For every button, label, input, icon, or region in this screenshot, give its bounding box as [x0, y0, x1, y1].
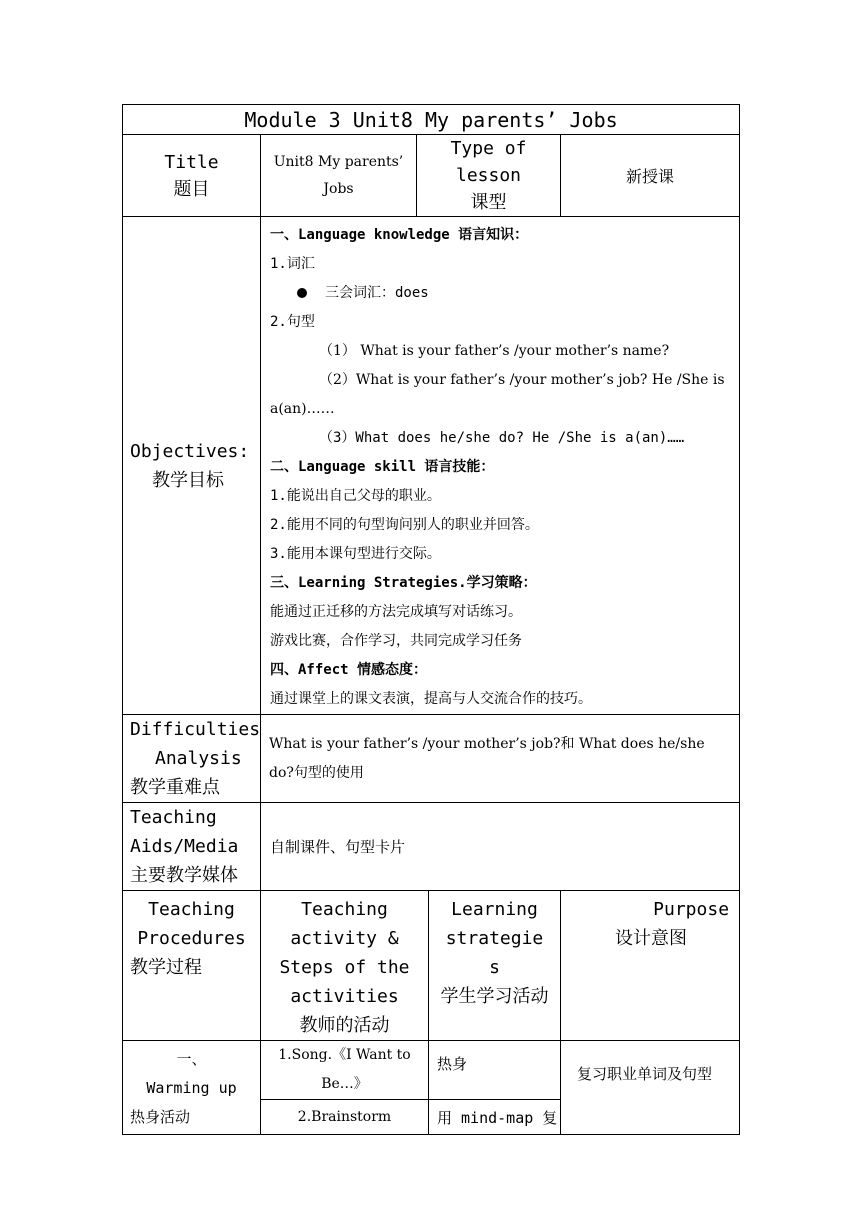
difficulties-row — [123, 715, 740, 803]
objectives-list — [261, 217, 739, 714]
procedure-col2-line1: Teaching — [301, 899, 388, 920]
title-label-cell — [123, 135, 261, 217]
aids-row — [123, 803, 740, 891]
procedure-col3-line3: s — [489, 957, 500, 978]
warming-up-label-cell — [123, 1041, 261, 1135]
aids-label-zh: 主要教学媒体 — [130, 865, 238, 886]
procedure-col2-line4: activities — [290, 986, 399, 1007]
aids-label-line2: Aids/Media — [130, 836, 239, 857]
objective-line: 游戏比赛，合作学习，共同完成学习任务 — [270, 633, 522, 649]
table-title-row — [123, 105, 740, 135]
warming-up-row-1 — [123, 1041, 740, 1100]
procedure-col1-line2: Procedures — [137, 928, 246, 949]
procedure-col2-zh: 教师的活动 — [299, 1015, 390, 1036]
procedure-col3-header — [429, 891, 561, 1041]
objective-heading-affect: 四、Affect 情感态度： — [270, 662, 428, 678]
objective-line: 2.能用不同的句型询问别人的职业并回答。 — [270, 517, 539, 533]
procedure-col2-line2: activity & — [290, 928, 399, 949]
warming-up-step2-strategy: 用 mind-map 复 — [429, 1100, 561, 1135]
procedure-col2-header — [261, 891, 429, 1041]
difficulties-label-zh: 教学重难点 — [130, 777, 220, 798]
aids-value: 自制课件、句型卡片 — [261, 803, 740, 891]
difficulties-value: What is your father’s /your mother’s job?和 What does he/she do?句型的使用 — [261, 715, 740, 803]
objective-heading-strategies: 三、Learning Strategies.学习策略： — [270, 575, 537, 591]
objective-line-wrapped: （2）What is your father’s /your mother’s job? He /She is a(an)…… — [270, 372, 725, 417]
procedure-col4-zh: 设计意图 — [615, 928, 687, 949]
objectives-label-en: Objectives: — [130, 440, 250, 462]
warming-up-label-line1: 一、 — [176, 1050, 207, 1068]
objectives-label-zh: 教学目标 — [152, 469, 224, 491]
difficulties-label-cell — [123, 715, 261, 803]
objective-line: 2.句型 — [270, 314, 315, 330]
procedure-col1-line1: Teaching — [148, 899, 235, 920]
objective-bullet-line — [270, 279, 731, 308]
warming-up-label-zh: 热身活动 — [130, 1108, 191, 1126]
lesson-type-label-en: Type of lesson — [450, 138, 527, 186]
objective-line: 3.能用本课句型进行交际。 — [270, 546, 441, 562]
procedure-col1-zh: 教学过程 — [130, 957, 202, 978]
title-label-en: Title — [164, 151, 219, 173]
objectives-row — [123, 217, 740, 715]
lesson-title: Module 3 Unit8 My parents’ Jobs — [123, 105, 740, 135]
warming-up-step1: 1.Song.《I Want to Be…》 — [261, 1041, 429, 1100]
title-row — [123, 135, 740, 217]
procedure-col4-header — [561, 891, 740, 1041]
objective-line: 能通过正迁移的方法完成填写对话练习。 — [270, 604, 522, 620]
objectives-label-cell — [123, 217, 261, 715]
objective-bullet-text: 三会词汇：does — [325, 285, 429, 301]
objective-heading-skill: 二、Language skill 语言技能： — [270, 459, 495, 475]
procedure-col4-en: Purpose — [653, 899, 730, 920]
difficulties-label-line1: Difficulties — [130, 719, 261, 740]
warming-up-label-line2: Warming up — [146, 1079, 237, 1097]
lesson-type-label-zh: 课型 — [470, 192, 507, 213]
procedure-col3-zh: 学生学习活动 — [440, 986, 549, 1007]
title-value-line2: Jobs — [323, 180, 354, 197]
title-value-line1: Unit8 My parents’ — [273, 153, 404, 170]
objective-line: （1） What is your father’s /your mother’s name? — [319, 343, 670, 359]
lesson-type-label-cell — [417, 135, 561, 217]
procedure-col2-line3: Steps of the — [279, 957, 410, 978]
warming-up-purpose: 复习职业单词及句型 — [561, 1041, 740, 1135]
lesson-type-value: 新授课 — [561, 135, 740, 217]
aids-label-cell — [123, 803, 261, 891]
procedure-header-row — [123, 891, 740, 1041]
title-label-zh: 题目 — [173, 178, 210, 200]
lesson-plan-table — [122, 104, 740, 1135]
bullet-icon — [297, 288, 307, 298]
procedure-col3-line2: strategie — [445, 928, 544, 949]
procedure-col3-line1: Learning — [451, 899, 538, 920]
warming-up-step1-strategy: 热身 — [429, 1041, 561, 1100]
objective-line: 通过课堂上的课文表演，提高与人交流合作的技巧。 — [270, 691, 592, 707]
objective-line: 1.词汇 — [270, 256, 315, 272]
objectives-content — [261, 217, 740, 715]
procedure-col1-header — [123, 891, 261, 1041]
aids-label-line1: Teaching — [130, 807, 217, 828]
objective-heading-knowledge: 一、Language knowledge 语言知识： — [270, 227, 529, 243]
objective-line: 1.能说出自己父母的职业。 — [270, 488, 441, 504]
warming-up-step2: 2.Brainstorm — [261, 1100, 429, 1135]
difficulties-label-line2: Analysis — [155, 748, 242, 769]
title-value-cell — [261, 135, 417, 217]
objective-line: （3）What does he/she do? He /She is a(an)…… — [319, 430, 685, 446]
